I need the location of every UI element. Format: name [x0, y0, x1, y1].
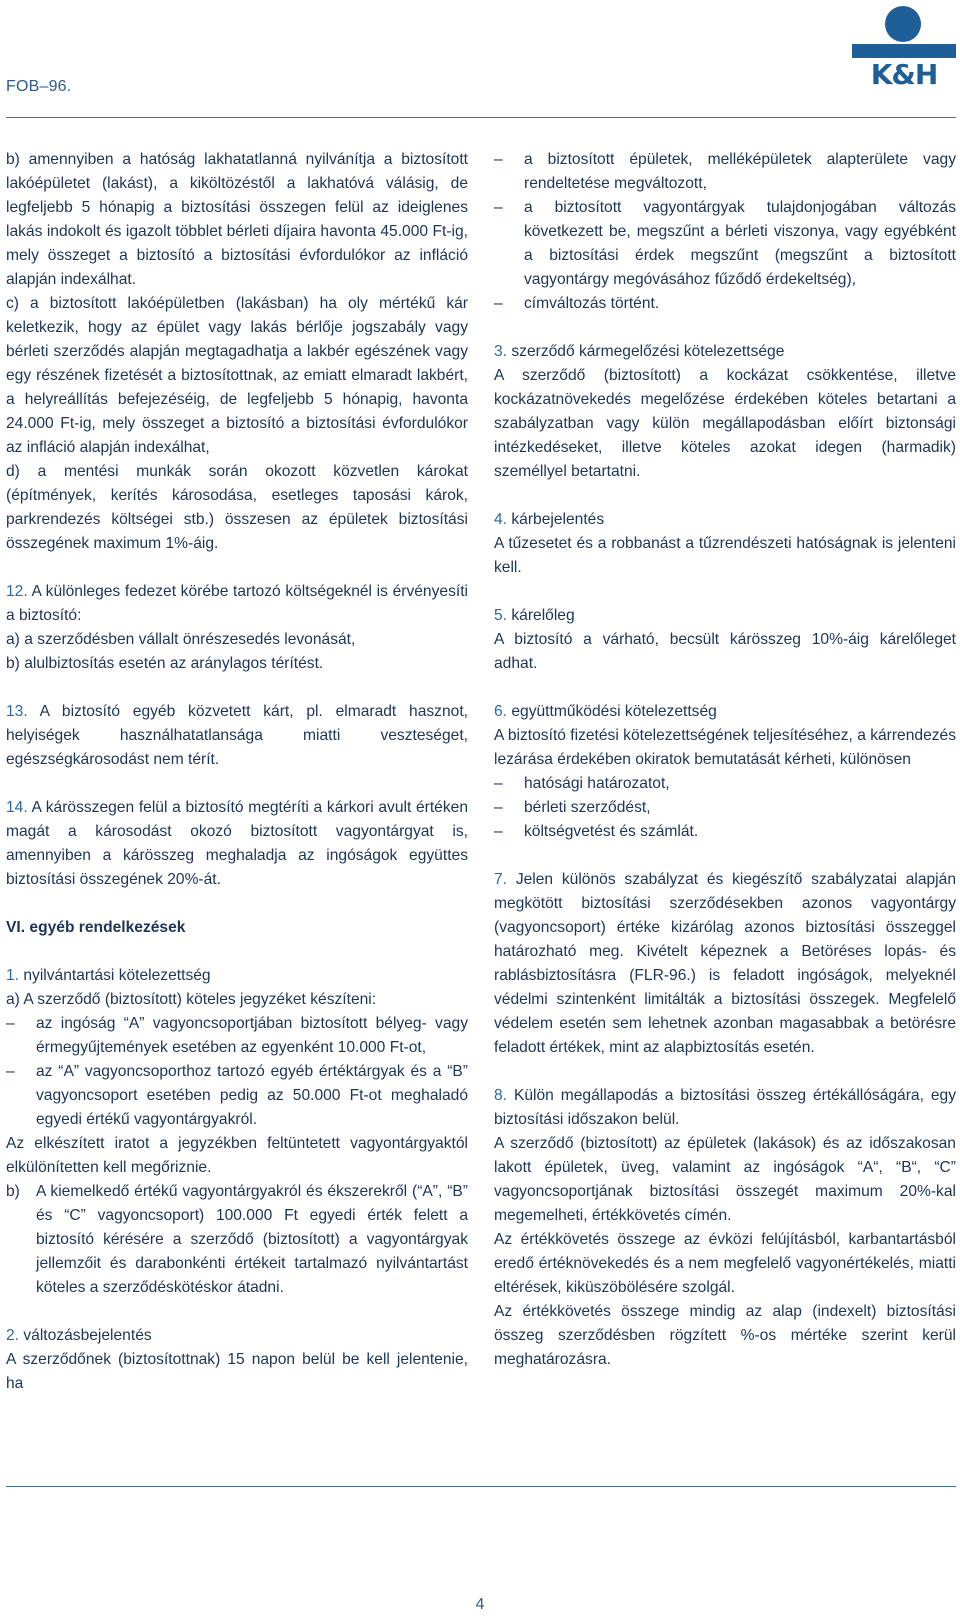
section-1-b-marker: b): [6, 1183, 20, 1200]
section-5-title-text: kárelőleg: [511, 607, 575, 624]
dash-bullet: –: [6, 1063, 15, 1080]
section-1-dash-item-2: [6, 1060, 468, 1132]
section-2-dash-item-2: [494, 196, 956, 292]
header-code: FOB–96.: [6, 78, 72, 95]
logo-bar-icon: [852, 44, 956, 58]
section-4-title: [494, 508, 956, 532]
section-6-dash-item-3: [494, 820, 956, 844]
section-2-dash-item-1: [494, 148, 956, 196]
section-4-text: A tűzesetet és a robbanást a tűzrendészeti hatóságnak is jelenteni kell.: [494, 535, 956, 576]
para-c: c) a biztosított lakóépületben (lakásban) ha oly mértékű kár keletkezik, hogy az épület vagy lakás bérlője jogszabály vagy bérleti szerződés alapján megtagadhatja a lakbér egészének vagy egy részének fizetését a biztosítottnak, az emiatt elmaradt lakbért, a helyreállítás befejezéséig, de legfeljebb 5 hónapig, havonta 24.000 Ft-ig, mely összeget a biztosító a biztosítási évfordulókor az infláció alapján indexálhat,: [6, 295, 468, 456]
section-6-dash-item-1: [494, 772, 956, 796]
footer-divider: [6, 1486, 956, 1487]
section-6-title-text: együttműködési kötelezettség: [511, 703, 717, 720]
dash-bullet: –: [494, 199, 503, 216]
section-2-dash-item-3-text: címváltozás történt.: [524, 295, 660, 312]
section-14: [6, 796, 468, 892]
page-number: 4: [475, 1596, 485, 1613]
para-b: b) amennyiben a hatóság lakhatatlanná nyilvánítja a biztosított lakóépületet (lakást), a kiköltözéstől a lakhatóvá válásig, de legfeljebb 5 hónapig a biztosítási összegen felül az ideiglenes lakás indokolt és igazolt többlet bérleti díjaira havonta 45.000 Ft-ig, mely összeget a biztosító a biztosítási évfordulókor az infláció alapján indexálhat.: [6, 151, 468, 288]
section-12-a: a) a szerződésben vállalt önrészesedés levonását,: [6, 631, 356, 648]
section-8-para-4: Az értékkövetés összege mindig az alap (indexelt) biztosítási összeg szerződésben rögzített %-os mértéke szerint kerül meghatározásra.: [494, 1303, 956, 1368]
section-8: [494, 1084, 956, 1132]
section-1-dash-item-1: [6, 1012, 468, 1060]
section-12-number: 12.: [6, 583, 28, 600]
section-2-dash-item-3: [494, 292, 956, 316]
section-4-number: 4.: [494, 511, 508, 528]
section-12-text: A különleges fedezet körébe tartozó költségeknél is érvényesíti a biztosító:: [6, 583, 468, 624]
logo-text: K&H: [870, 58, 938, 91]
header-divider: [6, 117, 956, 118]
dash-bullet: –: [494, 823, 503, 840]
section-7-number: 7.: [494, 871, 508, 888]
section-7-text: Jelen különös szabályzat és kiegészítő szabályzatai alapján megkötött biztosítási szerződésekben azonos vagyontárgy (vagyoncsoport) értéke kizárólag azonos biztosítási összeggel határozható meg. Kivételt képeznek a Betöréses lopás- és rablásbiztosításra (FLR-96.) is feladott ingóságok, melyeknél védelmi szintenként limitálták a biztosítási összegek. Megfelelő védelem esetén sem lehetnek azonban magasabbak a betörésre feladott értékek, mint az alapbiztosítás esetén.: [494, 871, 956, 1056]
section-1-dash-item-1-text: az ingóság “A” vagyoncsoportjában biztosított bélyeg- vagy érmegyűjtemények esetében az egyenként 10.000 Ft-ot,: [36, 1015, 468, 1056]
section-14-text: A kárösszegen felül a biztosító megtéríti a kárkori avult értéken magát a károsodást okozó biztosított vagyontárgyat is, amennyiben a kárösszeg meghaladja az ingóságok együttes biztosítási összegének 20%-át.: [6, 799, 468, 888]
right-column: [494, 148, 956, 1372]
section-6-dash-item-1-text: hatósági határozatot,: [524, 775, 670, 792]
section-6-dash-item-2: [494, 796, 956, 820]
section-3-text: A szerződő (biztosított) a kockázat csökkentése, illetve kockázatnövekedés megelőzése érdekében köteles betartani a szabályzatban vagy külön megállapodásban előírt biztonsági intézkedéseket, illetve köteles azokat idegen (harmadik) személlyel betartatni.: [494, 367, 956, 480]
section-1-title-text: nyilvántartási kötelezettség: [23, 967, 211, 984]
section-6-number: 6.: [494, 703, 508, 720]
section-2-title-text: változásbejelentés: [23, 1327, 152, 1344]
section-1-a: a) A szerződő (biztosított) köteles jegyzéket készíteni:: [6, 991, 377, 1008]
section-13-text: A biztosító egyéb közvetett kárt, pl. elmaradt hasznot, helyiségek használhatatlansága miatti veszteséget, egészségkárosodást nem térít.: [6, 703, 468, 768]
section-1-b: [6, 1180, 468, 1300]
section-2-dash-item-2-text: a biztosított vagyontárgyak tulajdonjogában változás következett be, megszűnt a bérleti viszonya, vagy egyébként a biztosítási érdek megszűnt (megszűnt a biztosított vagyontárgy megóvásához fűződő érdekeltség),: [524, 199, 956, 288]
section-3-title-text: szerződő kármegelőzési kötelezettsége: [511, 343, 785, 360]
section-1-b-text: A kiemelkedő értékű vagyontárgyakról és ékszerekről (“A”, “B” és “C” vagyoncsoport) 100.000 Ft egyedi érték felett a biztosító kérésére a szerződő (biztosított) a vagyontárgyak jellemzőit és darabonkénti értékeit tartalmazó nyilvántartást köteles a szerződéskötéskor átadni.: [36, 1183, 468, 1296]
left-column: [6, 148, 468, 1396]
section-7: [494, 868, 956, 1060]
section-8-para-2: A szerződő (biztosított) az épületek (lakások) és az időszakosan lakott épületek, üveg, valamint az ingóságok “A“, “B“, “C” vagyoncsoportjának biztosítási összegét maximum 20%-kal megemelheti, értékkövetés címén.: [494, 1135, 956, 1224]
dash-bullet: –: [494, 151, 503, 168]
section-4-title-text: kárbejelentés: [511, 511, 605, 528]
section-12-b: b) alulbiztosítás esetén az aránylagos térítést.: [6, 655, 324, 672]
section-6-text: A biztosító fizetési kötelezettségének teljesítéséhez, a kárrendezés lezárása érdekében okiratok bemutatását kérheti, különösen: [494, 727, 957, 768]
logo-circle-icon: [885, 6, 921, 42]
section-8-text: Külön megállapodás a biztosítási összeg értékállóságára, egy biztosítási időszakon belül.: [494, 1087, 956, 1128]
section-2-title: [6, 1324, 468, 1348]
section-12: [6, 580, 468, 628]
section-3-title: [494, 340, 956, 364]
dash-bullet: –: [6, 1015, 15, 1032]
dash-bullet: –: [494, 799, 503, 816]
section-2-text: A szerződőnek (biztosítottnak) 15 napon belül be kell jelentenie, ha: [6, 1351, 468, 1392]
dash-bullet: –: [494, 775, 503, 792]
kh-logo: [852, 6, 956, 90]
section-3-number: 3.: [494, 343, 508, 360]
section-5-title: [494, 604, 956, 628]
section-6-dash-item-3-text: költségvetést és számlát.: [524, 823, 699, 840]
section-1-note: Az elkészített iratot a jegyzékben feltüntetett vagyontárgyaktól elkülönítetten kell megőriznie.: [6, 1135, 468, 1176]
section-vi-heading: VI. egyéb rendelkezések: [6, 919, 186, 936]
dash-bullet: –: [494, 295, 503, 312]
section-6-title: [494, 700, 956, 724]
section-2-number: 2.: [6, 1327, 20, 1344]
section-1-title: [6, 964, 468, 988]
section-14-number: 14.: [6, 799, 28, 816]
section-13: [6, 700, 468, 772]
section-5-number: 5.: [494, 607, 508, 624]
section-1-number: 1.: [6, 967, 20, 984]
section-13-number: 13.: [6, 703, 28, 720]
section-8-number: 8.: [494, 1087, 508, 1104]
section-1-dash-item-2-text: az “A” vagyoncsoporthoz tartozó egyéb értéktárgyak és a “B” vagyoncsoport esetében pedig az 50.000 Ft-ot meghaladó egyedi értékű vagyontárgyakról.: [36, 1063, 468, 1128]
section-2-dash-item-1-text: a biztosított épületek, melléképületek alapterülete vagy rendeltetése megváltozott,: [524, 151, 956, 192]
para-d: d) a mentési munkák során okozott közvetlen károkat (építmények, kerítés károsodása, esetleges taposási károk, parkrendezés költségei stb.) összesen az épületek biztosítási összegének maximum 1%-áig.: [6, 463, 468, 552]
section-8-para-3: Az értékkövetés összege az évközi felújításból, karbantartásból eredő értéknövekedés és a nem megfelelő vagyonértékelés, miatti eltérések, kiküszöbölésére szolgál.: [494, 1231, 956, 1296]
section-5-text: A biztosító a várható, becsült kárösszeg 10%-áig kárelőleget adhat.: [494, 631, 956, 672]
section-6-dash-item-2-text: bérleti szerződést,: [524, 799, 651, 816]
